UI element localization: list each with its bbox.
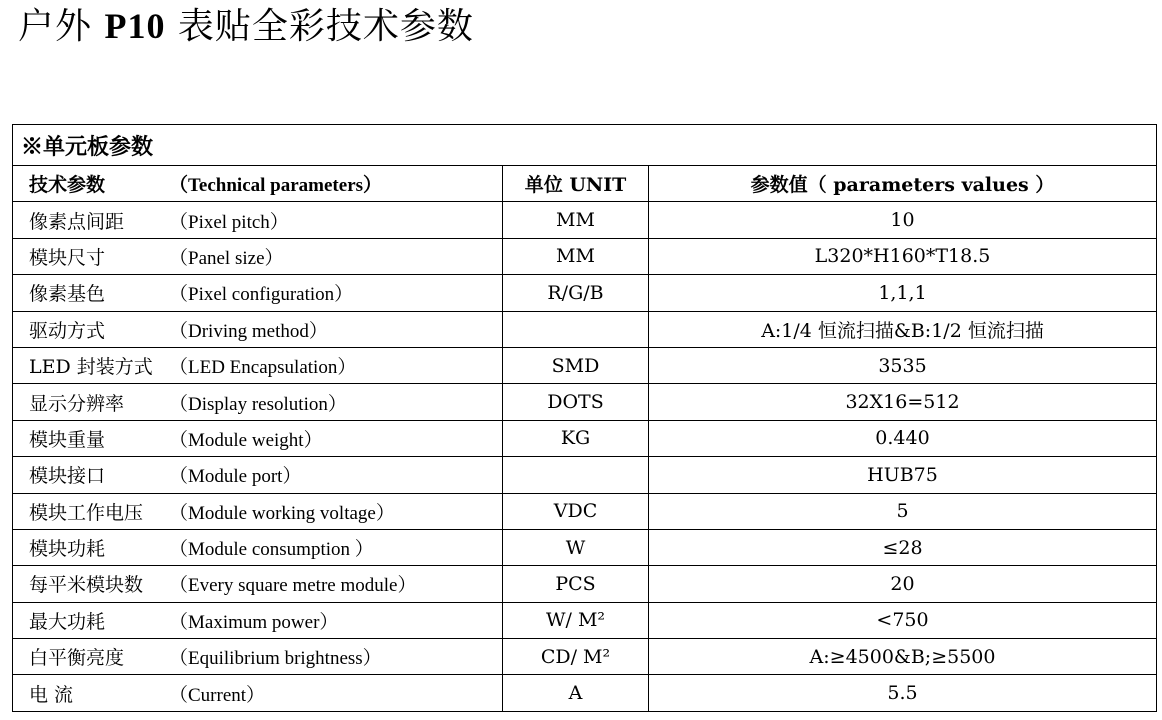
param-cell (13, 493, 503, 529)
value-cell: 20 (649, 566, 1157, 602)
value-cell: 1,1,1 (649, 275, 1157, 311)
param-cell (13, 384, 503, 420)
param-name-en: （Maximum power） (169, 611, 339, 633)
value-cell: 5.5 (649, 675, 1157, 711)
table-row (13, 420, 1157, 456)
param-name-en: （Module working voltage） (169, 502, 395, 524)
table-row (13, 311, 1157, 347)
table-row (13, 347, 1157, 383)
param-name-zh: 模块功耗 (29, 538, 106, 561)
param-name-zh: 模块重量 (29, 428, 106, 451)
table-body (13, 202, 1157, 711)
value-cell: 5 (649, 493, 1157, 529)
value-cell: 3535 (649, 347, 1157, 383)
unit-cell: SMD (503, 347, 649, 383)
param-name-en: （Driving method） (169, 320, 328, 342)
param-name-en: （Module consumption ） (169, 539, 374, 561)
value-cell: HUB75 (649, 457, 1157, 493)
value-cell: ≤28 (649, 529, 1157, 565)
section-label: ※单元板参数 (13, 125, 1157, 166)
param-name-zh: 模块尺寸 (29, 246, 106, 269)
header-row (13, 166, 1157, 202)
param-cell (13, 675, 503, 711)
table-row (13, 238, 1157, 274)
table-row (13, 202, 1157, 238)
param-cell (13, 566, 503, 602)
table-row (13, 457, 1157, 493)
param-cell (13, 202, 503, 238)
table-row (13, 493, 1157, 529)
param-name-zh: 每平米模块数 (29, 574, 144, 597)
param-name-zh: 像素点间距 (29, 210, 125, 233)
param-cell (13, 420, 503, 456)
value-cell: A:1/4 恒流扫描&B:1/2 恒流扫描 (649, 311, 1157, 347)
param-name-en: （Pixel configuration） (169, 284, 354, 306)
table-row (13, 639, 1157, 675)
param-cell (13, 275, 503, 311)
title-model: P10 (104, 6, 166, 46)
param-name-en: （Panel size） (169, 247, 284, 269)
unit-cell (503, 457, 649, 493)
param-cell (13, 238, 503, 274)
param-cell (13, 602, 503, 638)
header-param-zh: 技术参数 (29, 174, 106, 197)
param-name-zh: LED 封装方式 (29, 356, 153, 379)
param-name-zh: 像素基色 (29, 283, 106, 306)
unit-cell: MM (503, 202, 649, 238)
unit-cell: A (503, 675, 649, 711)
title-suffix: 表贴全彩技术参数 (165, 6, 474, 47)
unit-cell: W/ M² (503, 602, 649, 638)
unit-cell: W (503, 529, 649, 565)
param-cell (13, 529, 503, 565)
param-name-zh: 白平衡亮度 (29, 647, 125, 670)
value-cell: L320*H160*T18.5 (649, 238, 1157, 274)
unit-cell: DOTS (503, 384, 649, 420)
title-prefix: 户外 (18, 6, 105, 47)
unit-cell: CD/ M² (503, 639, 649, 675)
unit-cell: KG (503, 420, 649, 456)
value-cell: <750 (649, 602, 1157, 638)
section-row (13, 125, 1157, 166)
param-name-en: （Module port） (169, 466, 302, 488)
header-param-en: （Technical parameters） (169, 175, 383, 197)
unit-cell: MM (503, 238, 649, 274)
param-name-en: （Module weight） (169, 429, 323, 451)
param-name-en: （Equilibrium brightness） (169, 648, 382, 670)
param-name-zh: 电 流 (29, 683, 74, 706)
table-row (13, 529, 1157, 565)
table-row (13, 675, 1157, 711)
value-cell: 0.440 (649, 420, 1157, 456)
param-name-zh: 模块接口 (29, 465, 106, 488)
unit-cell: VDC (503, 493, 649, 529)
param-cell (13, 639, 503, 675)
value-cell: 32X16=512 (649, 384, 1157, 420)
unit-cell: PCS (503, 566, 649, 602)
table-row (13, 566, 1157, 602)
spec-table (12, 124, 1157, 712)
table-row (13, 602, 1157, 638)
page-title (18, 2, 474, 51)
param-name-zh: 模块工作电压 (29, 501, 144, 524)
header-unit: 单位 UNIT (503, 166, 649, 202)
table-row (13, 275, 1157, 311)
param-name-en: （Every square metre module） (169, 575, 417, 597)
param-name-en: （Current） (169, 684, 266, 706)
table-row (13, 384, 1157, 420)
param-name-zh: 驱动方式 (29, 319, 106, 342)
param-name-en: （LED Encapsulation） (169, 357, 357, 379)
param-name-en: （Display resolution） (169, 393, 347, 415)
param-name-zh: 显示分辨率 (29, 392, 125, 415)
param-cell (13, 311, 503, 347)
header-value: 参数值（ parameters values ） (649, 166, 1157, 202)
param-cell (13, 347, 503, 383)
unit-cell: R/G/B (503, 275, 649, 311)
unit-cell (503, 311, 649, 347)
header-param (13, 166, 503, 202)
param-name-zh: 最大功耗 (29, 610, 106, 633)
param-name-en: （Pixel pitch） (169, 211, 289, 233)
param-cell (13, 457, 503, 493)
value-cell: 10 (649, 202, 1157, 238)
value-cell: A:≥4500&B;≥5500 (649, 639, 1157, 675)
